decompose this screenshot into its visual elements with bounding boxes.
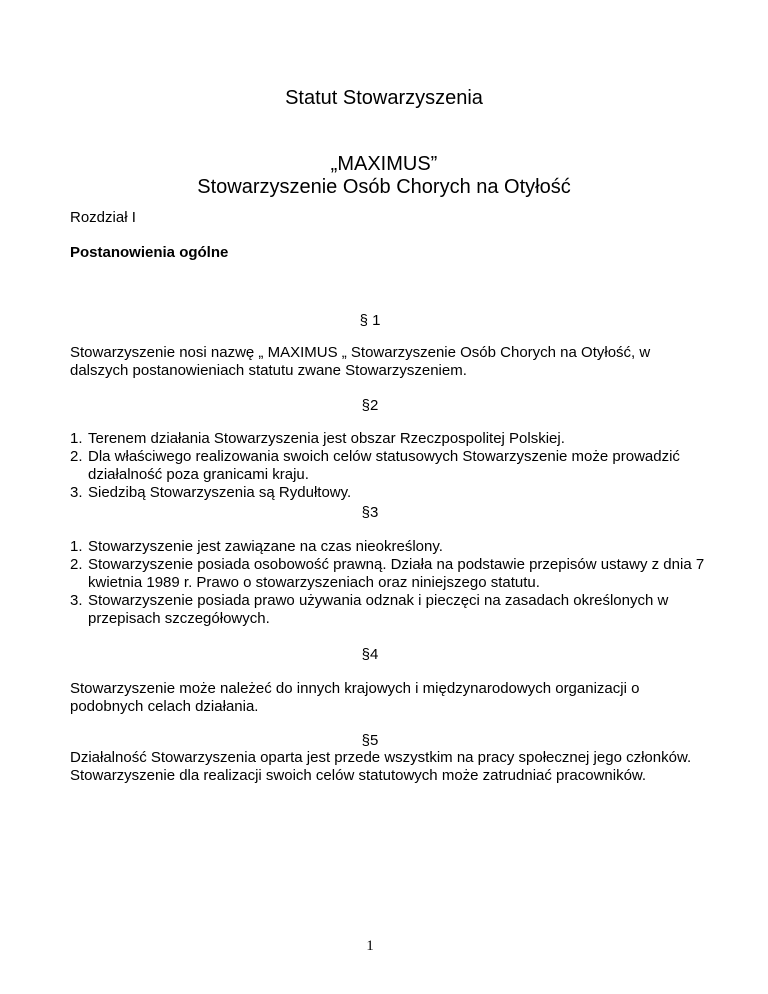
list-item xyxy=(70,430,710,448)
list-item-number: 1. xyxy=(70,538,83,555)
list-item xyxy=(70,484,710,502)
list-item-text: Terenem działania Stowarzyszenia jest obszar Rzeczpospolitej Polskiej. xyxy=(88,430,565,447)
document-title: Statut Stowarzyszenia xyxy=(285,87,483,109)
section-3-number: §3 xyxy=(361,504,379,521)
list-item-number: 3. xyxy=(70,592,83,609)
page-number: 1 xyxy=(366,938,374,954)
list-item-text: Stowarzyszenie posiada osobowość prawną. Działa na podstawie przepisów ustawy z dnia 7 kwietnia 1989 r. Prawo o stowarzyszeniach oraz niniejszego statutu. xyxy=(88,556,705,591)
section-2-list xyxy=(70,430,710,502)
list-item-text: Stowarzyszenie posiada prawo używania odznak i pieczęci na zasadach określonych w przepisach szczegółowych. xyxy=(88,592,669,627)
section-1-text: Stowarzyszenie nosi nazwę „ MAXIMUS „ Stowarzyszenie Osób Chorych na Otyłość, w dalszych postanowieniach statutu zwane Stowarzyszeniem. xyxy=(70,344,651,379)
list-item xyxy=(70,448,710,484)
list-item-text: Siedzibą Stowarzyszenia są Rydułtowy. xyxy=(88,484,352,501)
list-item-text: Dla właściwego realizowania swoich celów statusowych Stowarzyszenie może prowadzić działalność poza granicami kraju. xyxy=(88,448,680,483)
chapter-heading: Postanowienia ogólne xyxy=(70,244,229,261)
list-item-number: 3. xyxy=(70,484,83,501)
chapter-label: Rozdział I xyxy=(70,209,136,226)
section-3-list xyxy=(70,538,710,628)
section-1-number: § 1 xyxy=(359,312,381,329)
list-item-number: 2. xyxy=(70,448,83,465)
list-item-text: Stowarzyszenie jest zawiązane na czas nieokreślony. xyxy=(88,538,443,555)
section-5-number: §5 xyxy=(361,732,379,749)
association-name: „MAXIMUS” xyxy=(330,153,438,175)
list-item xyxy=(70,538,710,556)
list-item xyxy=(70,556,710,592)
section-5-text: Działalność Stowarzyszenia oparta jest przede wszystkim na pracy społecznej jego członków. Stowarzyszenie dla realizacji swoich celów statutowych może zatrudniać pracowników. xyxy=(70,749,692,784)
section-4-text: Stowarzyszenie może należeć do innych krajowych i międzynarodowych organizacji o podobnych celach działania. xyxy=(70,680,640,715)
document-subtitle: Stowarzyszenie Osób Chorych na Otyłość xyxy=(197,176,571,198)
section-4-number: §4 xyxy=(361,646,379,663)
list-item-number: 2. xyxy=(70,556,83,573)
section-2-number: §2 xyxy=(361,397,379,414)
list-item xyxy=(70,592,710,628)
list-item-number: 1. xyxy=(70,430,83,447)
